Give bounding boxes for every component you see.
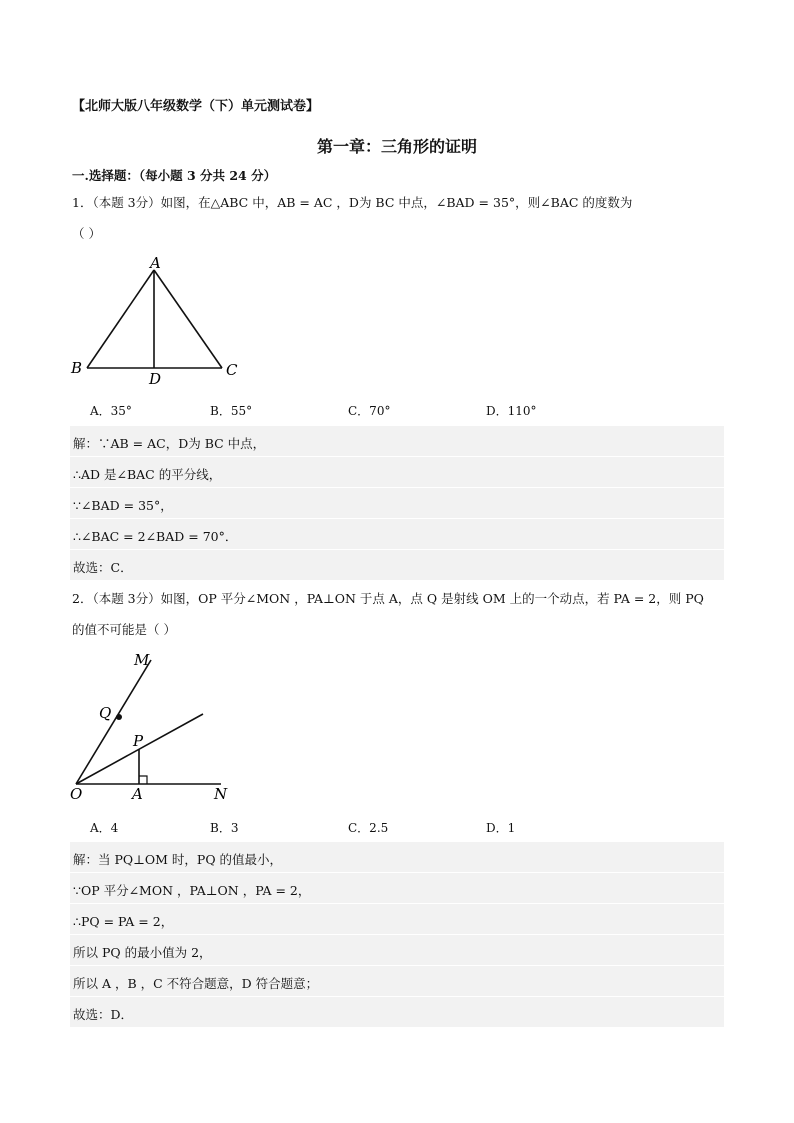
q1-label-c: C bbox=[226, 361, 238, 379]
q2-angle-figure bbox=[66, 645, 246, 807]
q2-stem-line2: 的值不可能是（ ） bbox=[72, 622, 176, 637]
q2-label-m: M bbox=[134, 651, 150, 669]
q1-option-a[interactable]: A．35° bbox=[90, 404, 132, 418]
q2-stem-line1: 2．（本题 3分）如图，OP 平分∠MON ，PA⊥ON 于点 A，点 Q 是射线 OM 上的一个动点，若 PA = 2，则 PQ bbox=[72, 591, 704, 606]
q1-solution-line: ∴∠BAC = 2∠BAD = 70°． bbox=[70, 518, 724, 549]
q1-stem-line1: 1．（本题 3分）如图，在△ABC 中，AB = AC ，D为 BC 中点，∠BAD = 35°，则∠BAC 的度数为 bbox=[72, 195, 633, 210]
q2-right-angle-mark bbox=[139, 776, 147, 784]
q2-option-a[interactable]: A．4 bbox=[90, 821, 119, 835]
q1-triangle-figure bbox=[66, 252, 256, 392]
q2-solution-line: ∴PQ = PA = 2， bbox=[70, 903, 724, 934]
chapter-title: 第一章：三角形的证明 bbox=[316, 137, 477, 156]
q2-solution-box bbox=[70, 841, 724, 1027]
q1-solution-line: ∴AD 是∠BAC 的平分线， bbox=[70, 456, 724, 487]
q2-option-d[interactable]: D．1 bbox=[486, 821, 516, 835]
q1-solution-line: 故选：C． bbox=[70, 549, 724, 580]
q2-option-b[interactable]: B．3 bbox=[210, 821, 239, 835]
q2-solution-line: 解：当 PQ⊥OM 时，PQ 的值最小， bbox=[70, 841, 724, 872]
q2-label-a: A bbox=[132, 785, 143, 803]
q1-option-b[interactable]: B．55° bbox=[210, 404, 253, 418]
q2-option-c[interactable]: C．2.5 bbox=[348, 821, 389, 835]
q2-point-q bbox=[116, 714, 122, 720]
series-title: 【北师大版八年级数学（下）单元测试卷】 bbox=[72, 99, 320, 114]
q1-stem-line2: （ ） bbox=[72, 226, 101, 241]
q1-label-d: D bbox=[149, 370, 162, 388]
q2-solution-line: 所以 PQ 的最小值为 2， bbox=[70, 934, 724, 965]
q2-solution-line: 故选：D． bbox=[70, 996, 724, 1027]
q1-side-ab bbox=[87, 270, 154, 368]
q2-solution-line: 所以 A ，B ，C 不符合题意，D 符合题意； bbox=[70, 965, 724, 996]
q1-solution-line: 解：∵AB = AC，D为 BC 中点， bbox=[70, 425, 724, 456]
q1-label-a: A bbox=[150, 254, 161, 272]
q1-solution-box bbox=[70, 425, 724, 580]
q1-option-d[interactable]: D．110° bbox=[486, 404, 537, 418]
section-title: 一.选择题：（每小题 3 分共 24 分） bbox=[72, 168, 277, 183]
q2-label-p: P bbox=[133, 732, 144, 750]
q2-label-o: O bbox=[70, 785, 83, 803]
q2-solution-line: ∵OP 平分∠MON ，PA⊥ON ，PA = 2， bbox=[70, 872, 724, 903]
q1-solution-line: ∵∠BAD = 35°， bbox=[70, 487, 724, 518]
q2-label-q: Q bbox=[99, 704, 112, 722]
q1-label-b: B bbox=[71, 359, 83, 377]
q2-label-n: N bbox=[214, 785, 228, 803]
q1-option-c[interactable]: C．70° bbox=[348, 404, 391, 418]
q1-side-ac bbox=[154, 270, 222, 368]
